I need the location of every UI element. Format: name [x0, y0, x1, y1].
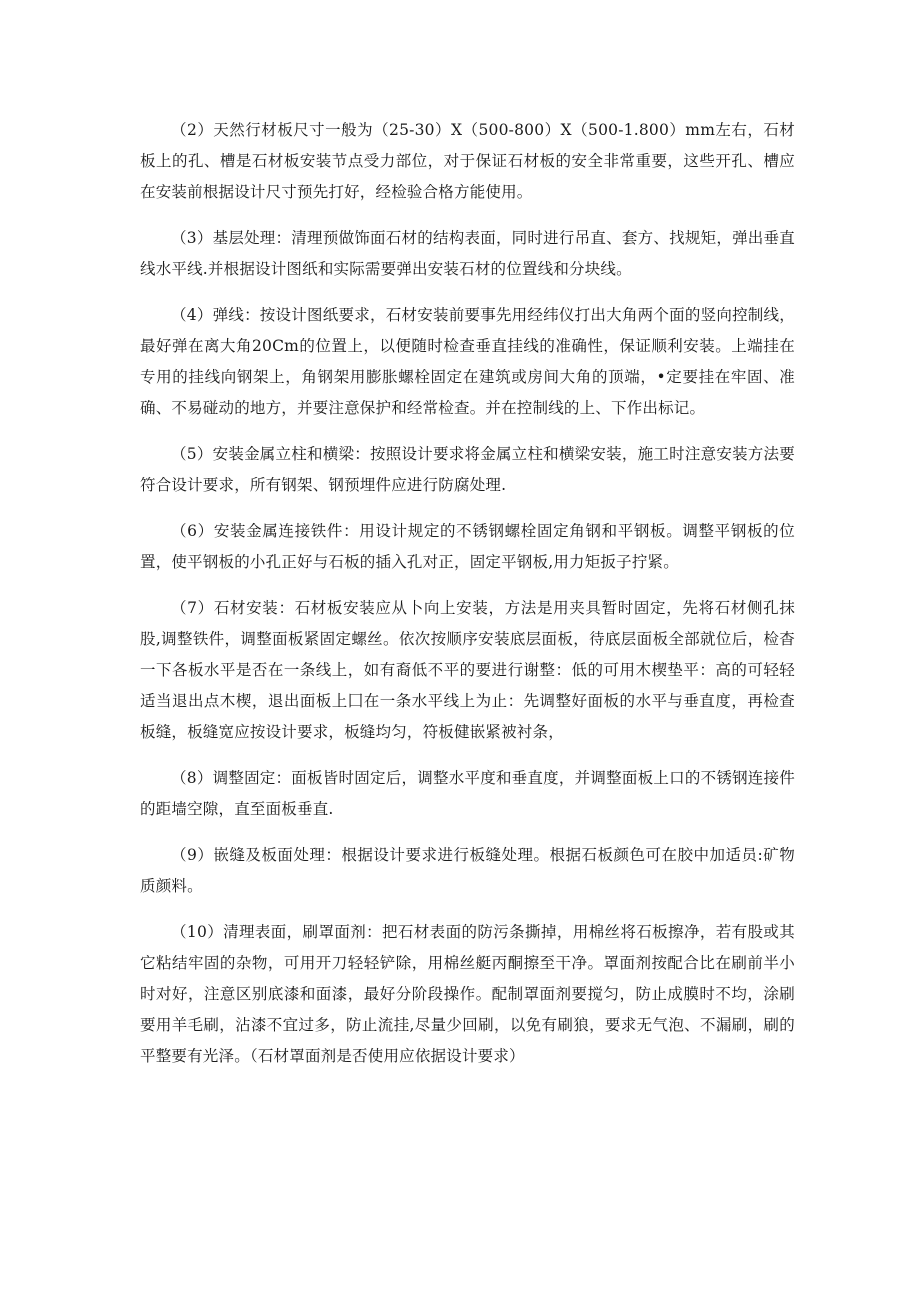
document-page	[140, 115, 795, 1087]
paragraph-2: （2）天然行材板尺寸一般为（25-30）X（500-800）X（500-1.800）mm左右，石材板上的孔、槽是石材板安装节点受力部位，对于保证石材板的安全非常重要，这些开孔、槽应在安装前根据设计尺寸预先打好，经检验合格方能使用。	[140, 121, 795, 201]
paragraph-10: （10）清理表面，刷罩面剂：把石材表面的防污条撕掉，用棉丝将石板擦净，若有股或其它粘结牢固的杂物，可用开刀轻轻铲除，用棉丝艇丙酮擦至干净。罩面剂按配合比在刷前半小时对好，注意区别底漆和面漆，最好分阶段操作。配制罩面剂要搅匀，防止成膜时不均，涂刷要用羊毛刷，沾漆不宜过多，防止流挂,尽量少回刷，以免有刷狼，要求无气泡、不漏刷，刷的平整要有光泽。（石材罩面剂是否使用应依据设计要求）	[140, 923, 795, 1065]
paragraph-3: （3）基层处理：清理预做饰面石材的结构表面，同时进行吊直、套方、找规矩，弹出垂直线水平线.并根据设计图纸和实际需要弹出安装石材的位置线和分块线。	[140, 229, 795, 278]
paragraph-6: （6）安装金属连接铁件：用设计规定的不锈钢螺栓固定角钢和平钢板。调整平钢板的位置，使平钢板的小孔正好与石板的插入孔对正，固定平钢板,用力矩扳子拧紧。	[140, 522, 795, 571]
paragraph-7: （7）石材安装：石材板安装应从卜向上安装，方法是用夹具暂时固定，先将石材侧孔抹股,调整铁件，调整面板紧固定螺丝。依次按顺序安装底层面板，待底层面板全部就位后，检杳一下各板水平是否在一条线上，如有裔低不平的要进行谢整：低的可用木楔垫平：高的可轻轻适当退出点木楔，退出面板上囗在一条水平线上为止：先调整好面板的水平与垂直度，再检查板缝，板缝宽应按设计要求，板缝均匀，符板健嵌紧被衬条，	[140, 599, 795, 741]
paragraph-4: （4）弹线：按设计图纸要求，石材安装前要事先用经纬仪打出大角两个面的竖向控制线，最好弹在离大角20Cm的位置上，以便随时检查垂直挂线的准确性，保证顺利安装。上端挂在专用的挂线向钢架上，角钢架用膨胀螺栓固定在建筑或房间大角的顶端，•定要挂在牢固、准确、不易碰动的地方，并要注意保护和经常检查。并在控制线的上、下作出标记。	[140, 306, 795, 417]
paragraph-8: （8）调整固定：面板皆时固定后，调整水平度和垂直度，并调整面板上口的不锈钢连接件的距墙空隙，直至面板垂直.	[140, 769, 795, 818]
paragraph-5: （5）安装金属立柱和横梁：按照设计要求将金属立柱和横梁安装，施工时注意安装方法要符合设计要求，所有钢架、钢预埋件应进行防腐处理.	[140, 445, 795, 494]
paragraph-9: （9）嵌缝及板面处理：根据设计要求进行板缝处理。根据石板颜色可在胶中加适员:矿物质颜料。	[140, 846, 795, 895]
